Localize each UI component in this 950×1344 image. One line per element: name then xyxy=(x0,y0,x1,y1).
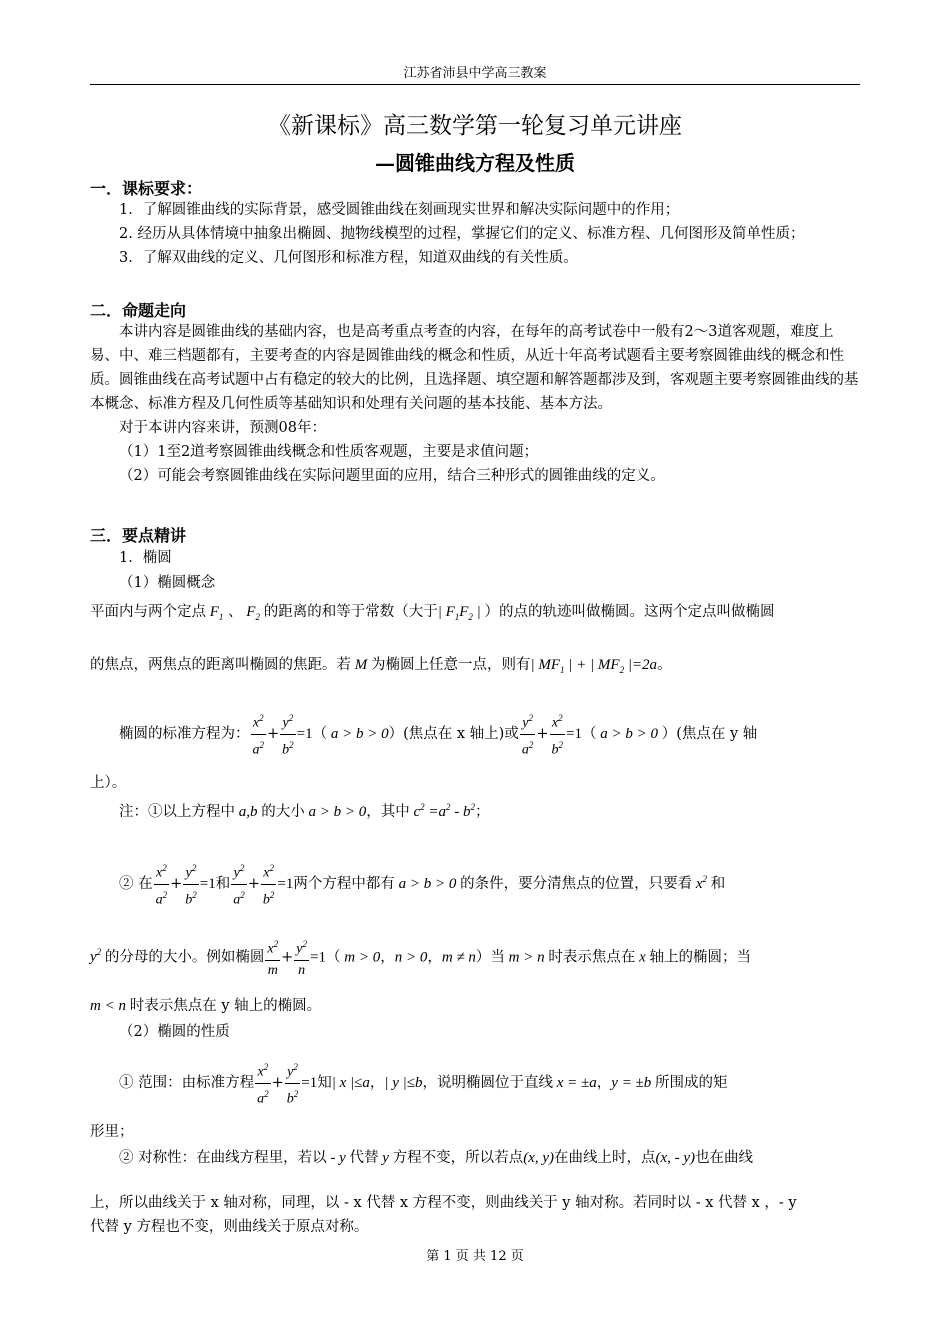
text: ，说明椭圆位于直线 xyxy=(422,1075,554,1092)
section-1-body xyxy=(90,198,860,270)
text: ① 范围：由标准方程 xyxy=(119,1075,255,1092)
text: 所围成的矩 xyxy=(655,1075,728,1092)
list-item: 2. 经历从具体情境中抽象出椭圆、抛物线模型的过程，掌握它们的定义、标准方程、几何图形及简单性质； xyxy=(119,226,805,242)
list-item: 1．了解圆锥曲线的实际背景，感受圆锥曲线在刻画现实世界和解决实际问题中的作用； xyxy=(119,202,680,218)
standard-equation-tail: 上）。 xyxy=(90,775,127,791)
text: 时表示焦点在 xyxy=(548,949,636,966)
text: 和 xyxy=(710,876,726,893)
page-footer: 第 1 页 共 12 页 xyxy=(426,1249,524,1264)
document-title: 《新课标》高三数学第一轮复习单元讲座 xyxy=(268,113,682,139)
text: 为椭圆上任意一点，则有 xyxy=(371,657,531,673)
text: 椭圆的标准方程为： xyxy=(119,726,250,743)
paragraph: （1）1至2道考察圆锥曲线概念和性质客观题，主要是求值问题； xyxy=(119,444,539,460)
definition-line-2: 的焦点，两焦点的距离叫椭圆的焦距。若 M 为椭圆上任意一点，则有| $MF_1$ | + | $MF_2$ |=2a。 xyxy=(90,657,672,675)
text: 的距离的和等于常数（大于 xyxy=(263,604,438,620)
text: 注：①以上方程中 xyxy=(119,804,235,820)
paragraph: （2）可能会考察圆锥曲线在实际问题里面的应用，结合三种形式的圆锥曲线的定义。 xyxy=(119,468,665,484)
note-line-3: $y^2$ 的分母的大小。例如椭圆 $\frac{x^2}{m}$ + $\frac{y^2}{n}$ =1（ m > 0，n > 0，m ≠ n）当 m > n 时表示焦点在 x 轴上的椭圆；当 xyxy=(90,934,751,981)
subheading-ellipse-properties: （2）椭圆的性质 xyxy=(119,1024,230,1040)
text: ）(焦点在 y 轴 xyxy=(661,726,758,743)
document-subtitle: —圆锥曲线方程及性质 xyxy=(375,151,575,175)
text: 的分母的大小。例如椭圆 xyxy=(104,949,265,966)
text: 时表示焦点在 y 轴上的椭圆。 xyxy=(129,998,322,1014)
page-header: 江苏省沛县中学高三教案 xyxy=(403,66,547,81)
text: 、 xyxy=(228,604,243,620)
symmetry-line-1: ② 对称性：在曲线方程里，若以 - y 代替 y 方程不变，所以若点(x, y)在曲线上时，点(x, - y)也在曲线 xyxy=(119,1150,754,1166)
text: ）(焦点在 x 轴上)或 xyxy=(388,726,519,743)
text: 的条件，要分清焦点的位置，只要看 xyxy=(460,876,693,893)
text: 和 xyxy=(215,876,231,893)
text: 的大小 xyxy=(261,804,305,820)
definition-line-1: 平面内与两个定点 $F_1$ 、 $F_2$ 的距离的和等于常数（大于| $F_1F_2$ | ）的点的轨迹叫做椭圆。这两个定点叫做椭圆 xyxy=(90,604,775,622)
text: 在曲线上时，点 xyxy=(554,1150,656,1166)
standard-equation-line: 椭圆的标准方程为： $\frac{x^2}{a^2}$ + $\frac{y^2}{b^2}$ =1（ a > b > 0）(焦点在 x 轴上)或 $\frac{y^2}{a^2}$ + $\frac{x^2}{b^2}$ =1（ a > b > 0 ）(焦点在 y 轴 xyxy=(119,708,757,760)
text: 的焦点，两焦点的距离叫椭圆的焦距。若 xyxy=(90,657,351,673)
text: 知 xyxy=(317,1075,332,1092)
text: ，其中 xyxy=(366,804,410,820)
section-heading-2: 二．命题走向 xyxy=(90,301,187,320)
range-line: ① 范围：由标准方程 $\frac{x^2}{a^2}$ + $\frac{y^2}{b^2}$ =1知| x |≤a，| y |≤b，说明椭圆位于直线 x = ±a，y = ±b 所围成的矩 xyxy=(119,1057,728,1109)
paragraph: 本讲内容是圆锥曲线的基础内容，也是高考重点考查的内容，在每年的高考试卷中一般有2～3道客观题，难度上易、中、难三档题都有，主要考查的内容是圆锥曲线的概念和性质，从近十年高考试题看主要考察圆锥曲线的概念和性质。圆锥曲线在高考试题中占有稳定的较大的比例，且选择题、填空题和解答题都涉及到，客观题主要考察圆锥曲线的基本概念、标准方程及几何性质等基础知识和处理有关问题的基本技能、基本方法。 xyxy=(90,324,859,412)
range-line-tail: 形里； xyxy=(90,1124,134,1140)
list-item: 3．了解双曲线的定义、几何图形和标准方程，知道双曲线的有关性质。 xyxy=(119,250,578,266)
paragraph: 对于本讲内容来讲，预测08年： xyxy=(119,420,326,436)
header-rule xyxy=(90,84,860,85)
text: 轴上的椭圆；当 xyxy=(649,949,752,966)
paragraph: 代替 y 方程也不变，则曲线关于原点对称。 xyxy=(90,1219,369,1235)
subheading-ellipse-concept: （1）椭圆概念 xyxy=(119,575,216,591)
note-line-1: 注：①以上方程中 a,b 的大小 a > b > 0，其中 $c^2 =a^2 - b^2$； xyxy=(119,802,490,820)
text: （ xyxy=(312,726,328,743)
text: ② 对称性：在曲线方程里，若以 xyxy=(119,1150,327,1166)
note-line-4: m < n 时表示焦点在 y 轴上的椭圆。 xyxy=(90,998,322,1014)
text: ）的点的轨迹叫做椭圆。这两个定点叫做椭圆 xyxy=(484,604,775,620)
text: 也在曲线 xyxy=(695,1150,754,1166)
text: 代替 xyxy=(349,1150,379,1166)
paragraph: 上，所以曲线关于 x 轴对称，同理，以 - x 代替 x 方程不变，则曲线关于 y 轴对称。若同时以 - x 代替 x ，- y xyxy=(90,1195,797,1211)
text: 平面内与两个定点 xyxy=(90,604,206,620)
subheading-ellipse: 1．椭圆 xyxy=(119,550,172,566)
text: ② 在 xyxy=(119,876,153,893)
section-2-body xyxy=(90,320,860,488)
section-heading-1: 一．课标要求： xyxy=(90,179,203,198)
text: 方程不变，所以若点 xyxy=(392,1150,524,1166)
symmetry-body xyxy=(90,1191,865,1239)
section-heading-3: 三．要点精讲 xyxy=(90,526,187,545)
text: 两个方程中都有 xyxy=(293,876,395,893)
note-line-2: ② 在 $\frac{x^2}{a^2}$ + $\frac{y^2}{b^2}$ =1和 $\frac{y^2}{a^2}$ + $\frac{x^2}{b^2}$ =1两个方程中都有 a > b > 0 的条件，要分清焦点的位置，只要看 $x^2$ 和 xyxy=(119,858,725,910)
